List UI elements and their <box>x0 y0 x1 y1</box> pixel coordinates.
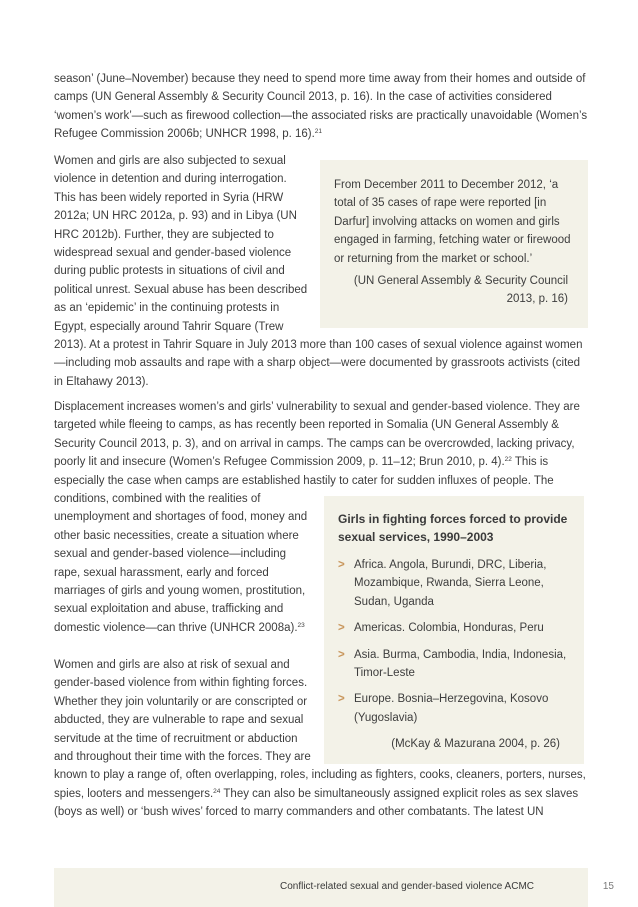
page-number: 15 <box>602 881 614 892</box>
displacement-text-continued: This is especially the case when camps are established hastily to cater for sudden influxes of people. The conditions, combined with the realities of unemployment and shortages of food, money and other basic necessities, create a situation where sexual and gender-based violence—including rape, sexual harassment, early and forced marriages of girls and young women, prostitution, sexual exploitation and abuse, trafficking and domestic violence—can thrive (UNHCR 2008a). <box>54 456 554 634</box>
region-list <box>338 556 570 727</box>
callout-title: Girls in fighting forces forced to provide sexual services, 1990–2003 <box>338 512 568 544</box>
region-text: Americas. Colombia, Honduras, Peru <box>354 622 544 635</box>
body-paragraph-intro <box>54 70 588 144</box>
list-item <box>338 556 570 611</box>
quote-text: From December 2011 to December 2012, ‘a total of 35 cases of rape were reported [in Darfur] involving attacks on women and girls engaged in farming, fetching water or firewood or returning from the market or school.’ <box>334 179 571 265</box>
quote-citation: (UN General Assembly & Security Council 2013, p. 16) <box>353 275 568 306</box>
body-paragraph-detention <box>54 152 588 391</box>
chevron-right-icon: > <box>338 648 345 661</box>
footnote-marker: 22 <box>504 456 512 464</box>
region-text: Africa. Angola, Burundi, DRC, Liberia, Mozambique, Rwanda, Sierra Leone, Sudan, Uganda <box>354 559 547 608</box>
paragraph-detention-text: Women and girls are also subjected to sexual violence in detention and during interrogation. This has been widely reported in Syria (HRW 2012a; UN HRC 2012a, p. 93) and in Libya (UN HRC 2012b). Further, they are subjected to widespread sexual and gender-based violence during public protests in situations of civil and political unrest. Sexual abuse has been described as an ‘epidemic’ in the continuing protests in Egypt, especially around Tahrir Square (Trew 2013). At a protest in Tahrir Square in July 2013 more than 100 cases of sexual violence against women—including mob assaults and rape with a sharp object—were documented by grassroots activists (cited in Eltahawy 2013). <box>54 155 583 388</box>
list-item <box>338 690 570 727</box>
displacement-text: Displacement increases women’s and girls’ vulnerability to sexual and gender-based violence. They are targeted while fleeing to camps, as has recently been reported in Somalia (UN General Assembly & Security Council 2013, p. 3), and on arrival in camps. The camps can be overcrowded, lacking privacy, poorly lit and insecure (Women’s Refugee Commission 2009, p. 11–12; Brun 2010, p. 4). <box>54 401 580 469</box>
fighting-forces-text: Women and girls are also at risk of sexual and gender-based violence from within fighting forces. Whether they join voluntarily or are conscripted or abducted, they are vulnerable to rape and sexual servitude at the time of recruitment or abduction and throughout their time with the forces. They are known to play a range of, often overlapping, roles, including as fighters, cooks, cleaners, porters, nurses, spies, looters and messengers. <box>54 659 586 800</box>
footer-bar <box>54 868 588 907</box>
footnote-marker: 24 <box>213 787 221 795</box>
chevron-right-icon: > <box>338 622 345 635</box>
running-title: Conflict-related sexual and gender-based violence ACMC <box>279 881 534 892</box>
fighting-forces-callout <box>324 496 584 764</box>
region-text: Asia. Burma, Cambodia, India, Indonesia, Timor-Leste <box>354 648 567 680</box>
intro-text: season’ (June–November) because they need to spend more time away from their homes and outside of camps (UN General Assembly & Security Council 2013, p. 16). In the case of activities considered ‘women’s work’—such as firewood collection—the associated risks are practically unavoidable (Women’s Refugee Commission 2006b; UNHCR 1998, p. 16). <box>54 73 588 141</box>
list-item <box>338 619 570 637</box>
quote-callout <box>320 160 588 328</box>
region-text: Europe. Bosnia–Herzegovina, Kosovo (Yugoslavia) <box>354 693 549 724</box>
footnote-marker: 21 <box>314 128 323 136</box>
chevron-right-icon: > <box>338 559 345 571</box>
footnote-marker: 23 <box>297 621 305 629</box>
fighting-forces-text-continued: They can also be simultaneously assigned explicit roles as sex slaves (boys as well) or ‘bush wives’ forced to marry commanders and other combatants. The latest UN <box>54 787 579 819</box>
chevron-right-icon: > <box>338 693 345 706</box>
callout-citation: (McKay & Mazurana 2004, p. 26) <box>391 738 560 751</box>
list-item <box>338 646 570 683</box>
